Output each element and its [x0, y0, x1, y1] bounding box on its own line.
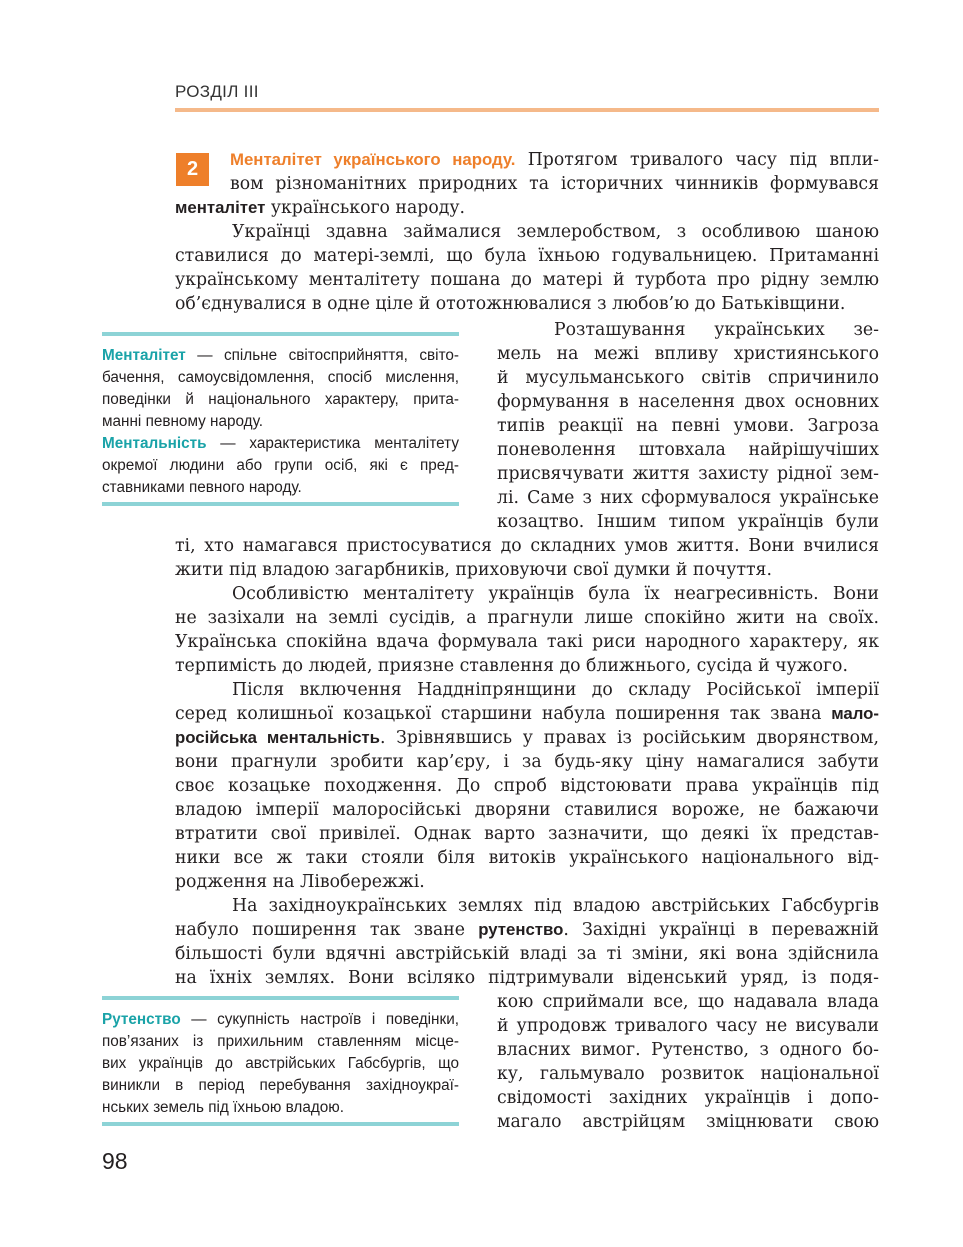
- definition-line: вих українців до австрійських Габсбургів, що: [102, 1055, 459, 1072]
- header-divider: [175, 108, 879, 112]
- definition-line: [102, 345, 459, 367]
- key-term: рутенство: [478, 920, 564, 939]
- body-line: й мусульманського світів спричинило: [497, 368, 879, 388]
- definition-term: Менталітет: [102, 347, 186, 364]
- body-line: втратити свої привілеї. Однак варто зазначити, що деякі їх представ-: [175, 824, 879, 844]
- body-text: українського народу.: [270, 198, 466, 218]
- definition-line: виникли в період перебування західноукраї-: [102, 1077, 459, 1094]
- sidebar-top-rule: [102, 332, 459, 336]
- body-line: типів реакції на певні умови. Загроза: [497, 416, 879, 436]
- body-text: . Зрівнявшись у правах із російським дворянством,: [379, 728, 879, 748]
- body-line: більшості були вдячні австрійській владі за ті зміни, які вона здійснила: [175, 944, 879, 964]
- body-line: свідомості західних українців і допо-: [497, 1088, 879, 1108]
- key-term: російська ментальність: [175, 728, 380, 747]
- body-line: кою сприймали все, що надавала влада: [497, 992, 879, 1012]
- key-term: менталітет: [175, 198, 266, 217]
- body-line: Українська спокійна вдача формувала такі риси народного характеру, як: [175, 632, 879, 652]
- definition-term: Ментальність: [102, 435, 207, 452]
- sidebar-bottom-rule: [102, 502, 459, 506]
- body-line: [230, 148, 879, 172]
- body-line: Після включення Наддніпрянщини до складу Російської імперії: [232, 680, 879, 700]
- body-line: магало австрійцям зміцнювати свою: [497, 1112, 879, 1132]
- body-text: . Західні українці в переважній: [563, 920, 879, 940]
- definition-line: [102, 433, 459, 455]
- body-line: [175, 196, 879, 220]
- body-line: вони прагнули зробити кар’єру, і за будь-яку ціну намагалися забути: [175, 752, 879, 772]
- body-line: родження на Лівобережжі.: [175, 872, 425, 892]
- body-line: на їхніх землях. Вони всіляко підтримували віденський уряд, із подя-: [175, 968, 879, 988]
- body-line: Розташування українських зе-: [554, 320, 879, 340]
- sidebar-top-rule: [102, 996, 459, 1000]
- body-line: власних вимог. Рутенство, з одного бо-: [497, 1040, 879, 1060]
- body-line: ники все ж таки стояли біля витоків українського національного від-: [175, 848, 879, 868]
- definition-text: — спільне світосприйняття, сві: [185, 347, 439, 364]
- definition-line: пов’язаних із прихильним ставленням місце-: [102, 1033, 459, 1050]
- body-line: й упродовж тривалого часу не висували: [497, 1016, 879, 1036]
- body-text: Протягом тривалого часу під впли-: [527, 150, 879, 170]
- definition-line: ставниками певного народу.: [102, 479, 302, 496]
- body-line: присвячувати життя захисту рідної зем-: [497, 464, 879, 484]
- body-line: не зазіхали на землі сусідів, а прагнули лише спокійно жити на своїх.: [175, 608, 879, 628]
- body-line: На західноукраїнських землях під владою австрійських Габсбургів: [232, 896, 879, 916]
- section-number-badge: 2: [176, 153, 209, 186]
- body-line: жити під владою загарбників, приховуючи свої думки й почуття.: [175, 560, 772, 580]
- definition-line: поведінки й національного характеру, прита-: [102, 391, 459, 408]
- definition-text: то-: [438, 347, 459, 364]
- body-text: набуло поширення так зване: [175, 920, 465, 940]
- definition-text: — характеристика менталітету: [206, 435, 459, 452]
- key-term: мало-: [831, 704, 879, 723]
- definition-line: нських земель під їхньою владою.: [102, 1099, 344, 1116]
- body-line: владою імперії малоросійські дворяни ставилися вороже, не бажаючи: [175, 800, 879, 820]
- body-line: своє козацьке походження. До спроб відстоювати права українців під: [175, 776, 879, 796]
- subsection-title: Менталітет українського народу.: [230, 150, 516, 169]
- definition-line: [102, 1009, 459, 1031]
- body-line: мель на межі впливу християнського: [497, 344, 879, 364]
- body-line: [175, 702, 879, 726]
- page-number: 98: [102, 1148, 128, 1174]
- body-line: ставилися до матері-землі, що була їхньою годувальницею. Притаманні: [175, 246, 879, 266]
- section-header: РОЗДІЛ III: [175, 82, 259, 101]
- body-text: серед колишньої козацької старшини набула поширення так звана: [175, 704, 822, 724]
- definition-text: — сукупність настроїв і поведінки,: [180, 1011, 459, 1028]
- body-line: формування в населення двох основних: [497, 392, 879, 412]
- body-line: об’єднувалися в одне ціле й ототожнювалися з любов’ю до Батьківщини.: [175, 294, 846, 314]
- body-line: терпимість до людей, приязне ставлення до ближнього, сусіда й чужого.: [175, 656, 848, 676]
- definition-line: манні певному народу.: [102, 413, 263, 430]
- body-line: лі. Саме з них сформувалося українське: [497, 488, 879, 508]
- sidebar-bottom-rule: [102, 1122, 459, 1126]
- body-line: [175, 726, 879, 750]
- definition-line: окремої людини або групи осіб, які є пред-: [102, 457, 459, 474]
- body-line: українському менталітету пошана до матері й турбота про рідну землю: [175, 270, 879, 290]
- body-line: поневолення штовхала найрішучіших: [497, 440, 879, 460]
- body-line: Українці здавна займалися землеробством, з особливою шаною: [232, 222, 879, 242]
- body-line: ті, хто намагався пристосуватися до складних умов життя. Вони вчилися: [175, 536, 879, 556]
- body-line: Особливістю менталітету українців була їх неагресивність. Вони: [232, 584, 879, 604]
- body-line: вом різноманітних природних та історичних чинників формувався: [230, 174, 879, 194]
- body-line: ку, гальмувало розвиток національної: [497, 1064, 879, 1084]
- definition-line: бачення, самоусвідомлення, спосіб мислення,: [102, 369, 459, 386]
- body-line: [175, 918, 879, 942]
- body-line: козацтво. Іншим типом українців були: [497, 512, 879, 532]
- definition-term: Рутенство: [102, 1011, 181, 1028]
